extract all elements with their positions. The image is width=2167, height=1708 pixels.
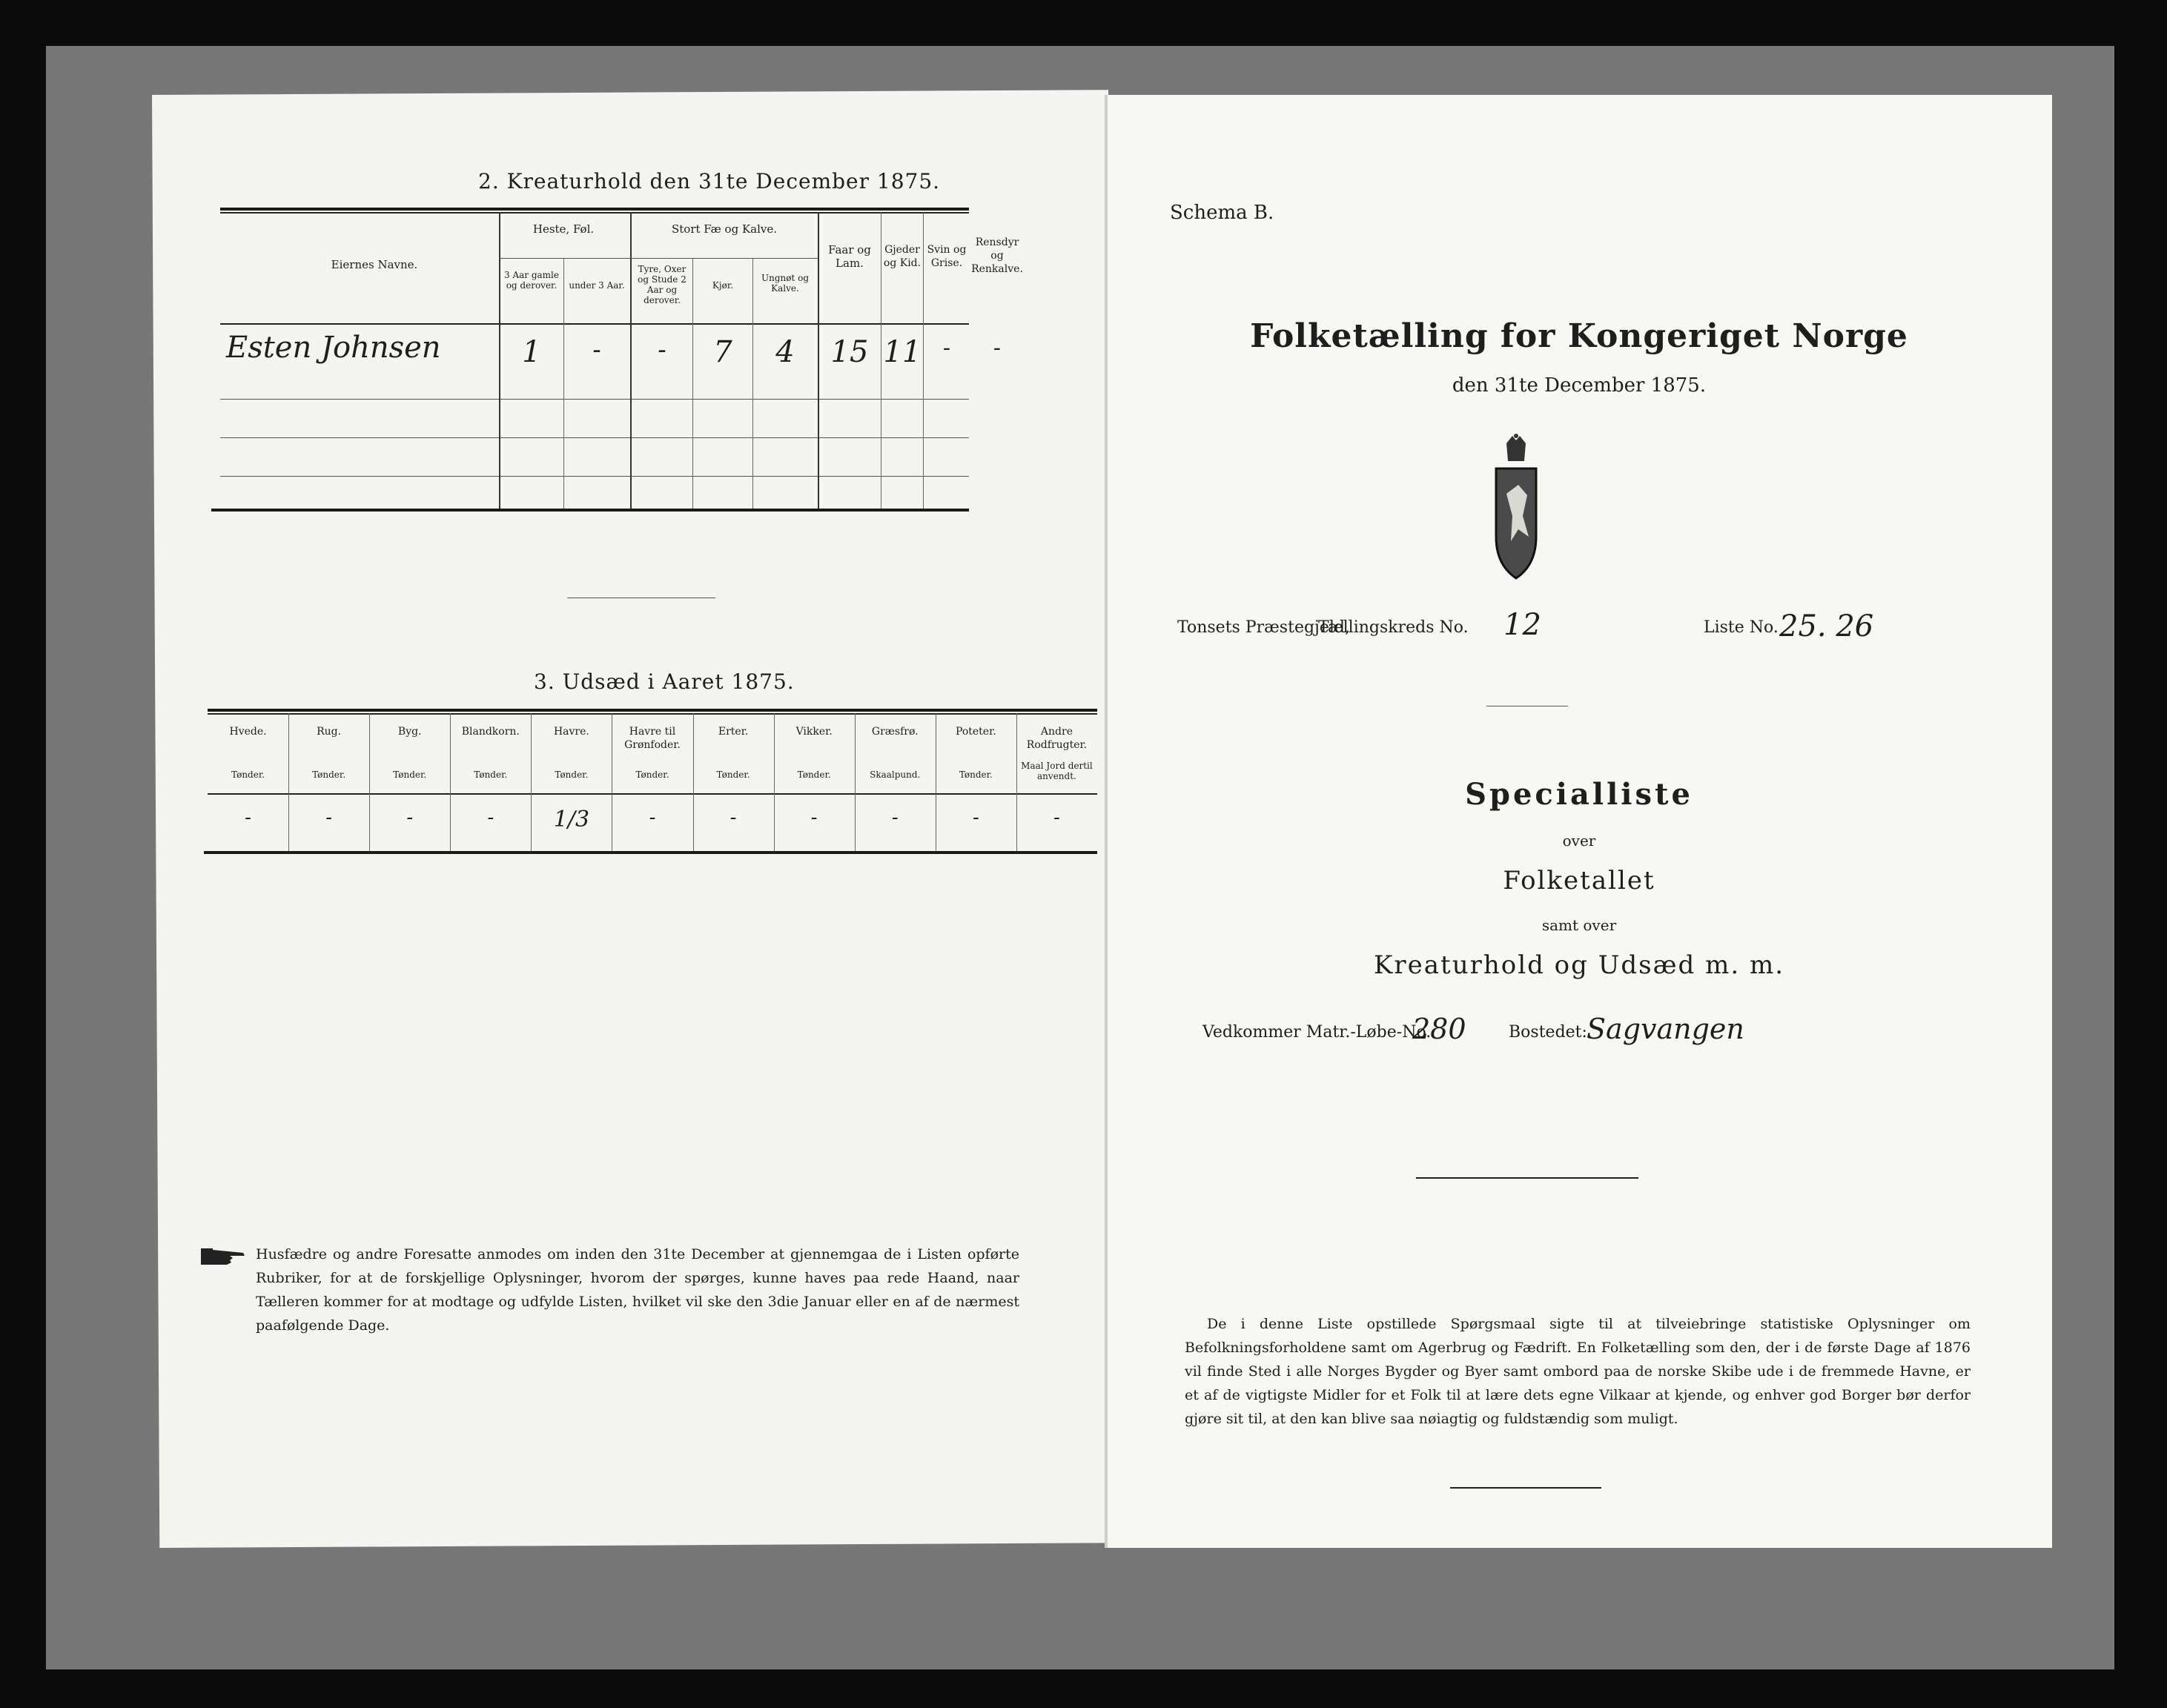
- row-value: 7: [713, 335, 732, 369]
- samt-over-text: samt over: [1541, 916, 1617, 934]
- census-date: den 31te December 1875.: [1452, 374, 1707, 397]
- seed-value: -: [406, 807, 414, 829]
- footer-text: De i denne Liste opstillede Spørgsmaal sigte til at tilveiebringe statistiske Oplysninger om Befolkningsforholdene samt om Agerbrug og Fædrift. En Folketælling som den, der i de første Dage af 1876 vil finde Sted i alle Norges Bygder og Byer samt ombord paa de norske Skibe ude i de fremmede Havne, er et af de vigtigste Midler for et Folk til at lære dets egne Vilkaar at kjende, og enhver god Borger bør derfor gjøre sit til, at den kan blive saa nøiagtig og fuldstændig som muligt.: [1185, 1316, 1971, 1427]
- seed-unit: Tønder.: [555, 769, 589, 780]
- parish-label: Tonsets Præstegjeld,: [1177, 618, 1350, 637]
- seed-unit: Tønder.: [797, 769, 831, 780]
- district-no: 12: [1503, 608, 1541, 642]
- seed-value: 1/3: [553, 807, 590, 833]
- seed-header: Havre.: [553, 726, 589, 738]
- seed-unit: Tønder.: [635, 769, 669, 780]
- seed-unit: Maal Jord dertil anvendt.: [1021, 761, 1093, 781]
- row-value: -: [658, 335, 666, 365]
- table3-col-line: [369, 713, 370, 851]
- separator-rule: [1416, 1177, 1638, 1179]
- owner-name: Esten Johnsen: [226, 331, 441, 365]
- schema-label: Schema B.: [1170, 202, 1274, 224]
- bosted-label: Bostedet:: [1509, 1023, 1587, 1042]
- list-label: Liste No.: [1704, 618, 1779, 637]
- row-value: -: [993, 335, 1002, 361]
- seed-header: Erter.: [718, 726, 749, 738]
- seed-unit: Tønder.: [312, 769, 346, 780]
- seed-value: -: [487, 807, 494, 829]
- section3-title: 3. Udsæd i Aaret 1875.: [534, 669, 795, 694]
- seed-unit: Tønder.: [474, 769, 508, 780]
- table3-col-line: [1016, 713, 1017, 851]
- stort-fae-header: Stort Fæ og Kalve.: [671, 222, 778, 236]
- heste-3aar-header: 3 Aar gamle og derover.: [504, 270, 559, 291]
- seed-unit: Tønder.: [231, 769, 265, 780]
- table3-col-line: [288, 713, 289, 851]
- row-value: -: [592, 335, 601, 365]
- coat-of-arms-icon: [1490, 433, 1542, 581]
- ungnot-header: Ungnøt og Kalve.: [761, 273, 810, 294]
- seed-value: -: [245, 807, 251, 829]
- seed-value: -: [891, 807, 899, 829]
- table2-col-line: [692, 258, 693, 509]
- table2-row-rule: [220, 437, 969, 438]
- seed-value: -: [810, 807, 818, 829]
- seed-unit: Tønder.: [393, 769, 427, 780]
- notice-text: Husfædre og andre Foresatte anmodes om inden den 31te December at gjennemgaa de i Listen opførte Rubriker, for at de forskjellige Oplysninger, hvorom der spørges, kunne haves paa rede Haand, naar Tælleren kommer for at modtage og udfylde Listen, hvilket vil ske den 3die Januar eller en af de nærmest paafølgende Dage.: [256, 1246, 1019, 1334]
- seed-value: -: [325, 807, 333, 829]
- seed-header: Blandkorn.: [461, 726, 520, 738]
- end-rule: [1450, 1487, 1601, 1489]
- specialliste-title: Specialliste: [1465, 777, 1693, 812]
- gjeder-header: Gjeder og Kid.: [883, 244, 922, 269]
- seed-header: Andre Rodfrugter.: [1026, 726, 1088, 751]
- table2-col-line: [630, 212, 632, 509]
- seed-header: Rug.: [317, 726, 342, 738]
- seed-header: Havre til Grønfoder.: [624, 726, 681, 751]
- table3-col-line: [855, 713, 856, 851]
- seed-value: -: [972, 807, 979, 829]
- tyre-header: Tyre, Oxer og Stude 2 Aar og derover.: [638, 264, 687, 305]
- seed-header: Vikker.: [795, 726, 833, 738]
- row-value: 4: [775, 335, 795, 369]
- matr-no: 280: [1412, 1013, 1466, 1045]
- census-title: Folketælling for Kongeriget Norge: [1250, 317, 1908, 355]
- table2-row-rule: [220, 476, 969, 477]
- table2-header-rule: [220, 323, 969, 325]
- table3-col-line: [774, 713, 775, 851]
- heste-under-header: under 3 Aar.: [569, 280, 625, 291]
- table2-bottom-rule: [211, 509, 969, 512]
- bosted-value: Sagvangen: [1587, 1013, 1744, 1045]
- table3-header-rule: [208, 793, 1097, 795]
- table3-top-rule: [208, 709, 1097, 712]
- seed-value: -: [729, 807, 737, 829]
- heste-header: Heste, Føl.: [532, 222, 595, 236]
- seed-unit: Tønder.: [959, 769, 993, 780]
- table3-col-line: [450, 713, 451, 851]
- list-no: 25. 26: [1779, 609, 1874, 643]
- table3-col-line: [693, 713, 694, 851]
- rensdyr-header: Rensdyr og Renkalve.: [971, 236, 1023, 275]
- seed-header: Hvede.: [229, 726, 267, 738]
- row-value: 15: [830, 335, 869, 369]
- seed-header: Græsfrø.: [871, 726, 919, 738]
- kreaturhold-text: Kreaturhold og Udsæd m. m.: [1373, 950, 1784, 980]
- seed-header: Poteter.: [955, 726, 996, 738]
- faar-header: Faar og Lam.: [828, 243, 871, 270]
- pointing-hand-icon: [200, 1245, 248, 1268]
- table2-col-line: [563, 258, 564, 509]
- table2-top-rule: [220, 208, 969, 211]
- table3-top-rule-2: [208, 713, 1097, 715]
- table2-row-rule: [220, 399, 969, 400]
- table3-bottom-rule: [204, 851, 1097, 854]
- owner-header: Eiernes Navne.: [331, 258, 418, 271]
- row-value: 1: [522, 335, 541, 369]
- kjor-header: Kjør.: [712, 280, 734, 291]
- seed-unit: Skaalpund.: [870, 769, 921, 780]
- row-value: -: [942, 335, 951, 361]
- seed-unit: Tønder.: [716, 769, 750, 780]
- table2-top-rule-2: [220, 212, 969, 214]
- folketallet-text: Folketallet: [1503, 866, 1655, 896]
- seed-header: Byg.: [397, 726, 422, 738]
- seed-value: -: [1053, 807, 1060, 829]
- seed-value: -: [649, 807, 656, 829]
- matr-label: Vedkommer Matr.-Løbe-No.: [1202, 1023, 1432, 1042]
- table2-subheader-rule: [499, 258, 818, 259]
- svin-header: Svin og Grise.: [927, 244, 967, 269]
- section2-title: 2. Kreaturhold den 31te December 1875.: [478, 169, 941, 193]
- row-value: 11: [883, 335, 922, 369]
- table2-col-line: [752, 258, 753, 509]
- table2-col-line: [923, 212, 924, 509]
- over-text: over: [1562, 832, 1596, 850]
- district-label: Tællingskreds No.: [1318, 618, 1469, 637]
